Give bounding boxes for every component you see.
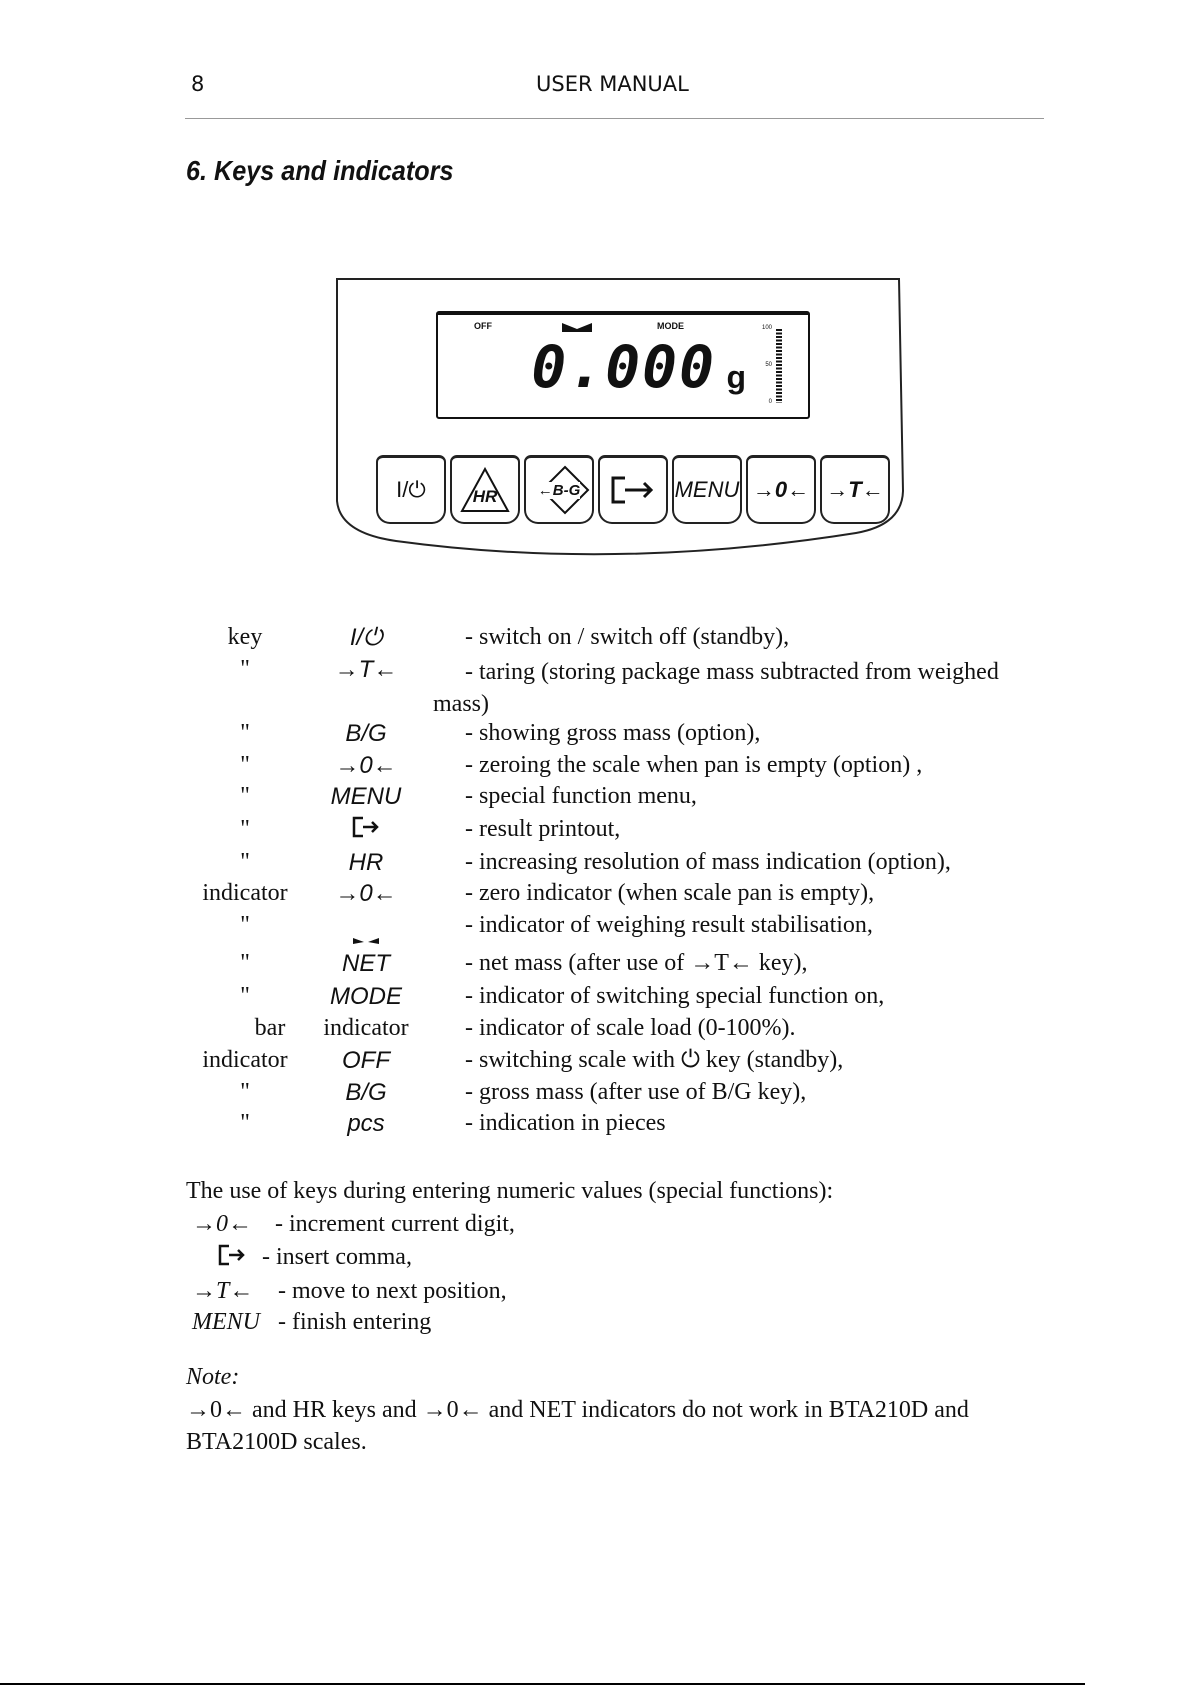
gross-key[interactable]: ←B-G xyxy=(524,455,594,524)
row-type: " xyxy=(240,983,250,1009)
row-key xyxy=(301,924,431,952)
bar-tick-0: 0 xyxy=(768,399,772,405)
header-divider xyxy=(185,118,1044,119)
row-description: - zeroing the scale when pan is empty (option) , xyxy=(465,752,923,778)
page-number: 8 xyxy=(191,72,205,96)
table-row xyxy=(0,880,1192,910)
entry-key: MENU xyxy=(192,1309,260,1335)
note-label: Note: xyxy=(186,1364,240,1390)
tare-icon: →T← xyxy=(826,477,884,502)
power-icon: I/⏻ xyxy=(396,477,426,502)
header-title: USER MANUAL xyxy=(536,72,689,96)
keypad xyxy=(376,455,890,524)
row-key: MENU xyxy=(330,783,402,810)
row-type: " xyxy=(240,950,250,976)
row-type: key xyxy=(227,624,263,650)
bar-tick-100: 100 xyxy=(761,325,772,331)
row-key: →T← xyxy=(334,656,398,683)
stability-icon xyxy=(562,323,592,332)
table-row xyxy=(0,849,1192,879)
row-description: - switching scale with ⏻ key (standby), xyxy=(465,1047,844,1073)
zero-key[interactable] xyxy=(746,455,816,524)
printout-icon xyxy=(218,1244,246,1266)
row-type: " xyxy=(240,849,250,875)
stability-icon xyxy=(351,935,381,945)
printout-icon xyxy=(611,475,655,505)
bar-tick-50: 50 xyxy=(765,362,772,368)
tare-key[interactable] xyxy=(820,455,890,524)
power-key[interactable] xyxy=(376,455,446,524)
row-type: " xyxy=(240,1079,250,1105)
row-description: - indicator of switching special function on, xyxy=(465,983,885,1009)
unit-label: g xyxy=(726,359,746,395)
entry-description: - move to next position, xyxy=(278,1278,507,1304)
note-line-1: →0← and HR keys and →0← and NET indicators do not work in BTA210D and xyxy=(186,1397,969,1423)
off-indicator: OFF xyxy=(474,321,492,331)
row-key: pcs xyxy=(347,1110,385,1137)
weight-reading: 0.000 xyxy=(531,333,716,401)
load-bar-indicator xyxy=(776,329,782,403)
row-type: " xyxy=(240,656,250,682)
row-type: bar xyxy=(254,1015,286,1041)
row-type: indicator xyxy=(202,880,288,906)
entry-key xyxy=(218,1244,246,1273)
printout-icon xyxy=(352,816,380,838)
row-key xyxy=(301,816,431,845)
row-key: HR xyxy=(348,849,384,876)
row-description: - showing gross mass (option), xyxy=(465,720,761,746)
hr-key[interactable]: HR xyxy=(450,455,520,524)
table-row xyxy=(0,816,1192,846)
row-description: - gross mass (after use of B/G key), xyxy=(465,1079,807,1105)
lcd-display xyxy=(436,311,810,419)
menu-key[interactable] xyxy=(672,455,742,524)
row-description: - result printout, xyxy=(465,816,621,842)
zero-icon: →0← xyxy=(752,477,810,502)
row-description: - indicator of weighing result stabilisation, xyxy=(465,912,873,938)
row-type: " xyxy=(240,752,250,778)
row-description: - increasing resolution of mass indication (option), xyxy=(465,849,951,875)
row-type: indicator xyxy=(202,1047,288,1073)
row-type: " xyxy=(240,1110,250,1136)
row-type: " xyxy=(240,816,250,842)
print-key[interactable] xyxy=(598,455,668,524)
row-key: →0← xyxy=(335,752,397,779)
note-line-2: BTA2100D scales. xyxy=(186,1429,367,1455)
row-key: B/G xyxy=(345,720,387,747)
row-description: - special function menu, xyxy=(465,783,697,809)
entry-description: - increment current digit, xyxy=(275,1211,515,1237)
row-key: OFF xyxy=(342,1047,390,1074)
table-row xyxy=(0,1047,1192,1077)
table-row xyxy=(0,950,1192,980)
row-description: - indicator of scale load (0-100%). xyxy=(465,1015,796,1041)
table-row xyxy=(0,1079,1192,1109)
row-description: - zero indicator (when scale pan is empty), xyxy=(465,880,875,906)
section-title: 6. Keys and indicators xyxy=(186,155,454,186)
table-row xyxy=(0,656,1192,717)
row-key: MODE xyxy=(330,983,402,1010)
entry-key: →T← xyxy=(192,1278,254,1304)
row-description: - indication in pieces xyxy=(465,1110,666,1136)
table-row xyxy=(0,1015,1192,1045)
row-key: B/G xyxy=(345,1079,387,1106)
table-row xyxy=(0,1110,1192,1140)
table-row xyxy=(0,624,1192,654)
row-key: →0← xyxy=(335,880,397,907)
numeric-entry-intro: The use of keys during entering numeric values (special functions): xyxy=(186,1178,834,1204)
row-type: " xyxy=(240,783,250,809)
entry-key: →0← xyxy=(192,1211,252,1237)
row-key: I/⏻ xyxy=(349,624,383,651)
row-key: indicator xyxy=(323,1015,409,1041)
row-description: - taring (storing package mass subtracted from weighed mass) xyxy=(433,659,999,717)
row-description: - net mass (after use of →T← key), xyxy=(465,950,808,976)
row-description: - switch on / switch off (standby), xyxy=(465,624,790,650)
row-type: " xyxy=(240,720,250,746)
table-row xyxy=(0,720,1192,750)
menu-label: MENU xyxy=(674,477,740,502)
table-row xyxy=(0,912,1192,942)
row-type: " xyxy=(240,912,250,938)
table-row xyxy=(0,983,1192,1013)
entry-description: - finish entering xyxy=(278,1309,432,1335)
table-row xyxy=(0,752,1192,782)
mode-indicator: MODE xyxy=(657,321,684,331)
entry-description: - insert comma, xyxy=(262,1244,412,1270)
row-key: NET xyxy=(342,950,390,977)
table-row xyxy=(0,783,1192,813)
